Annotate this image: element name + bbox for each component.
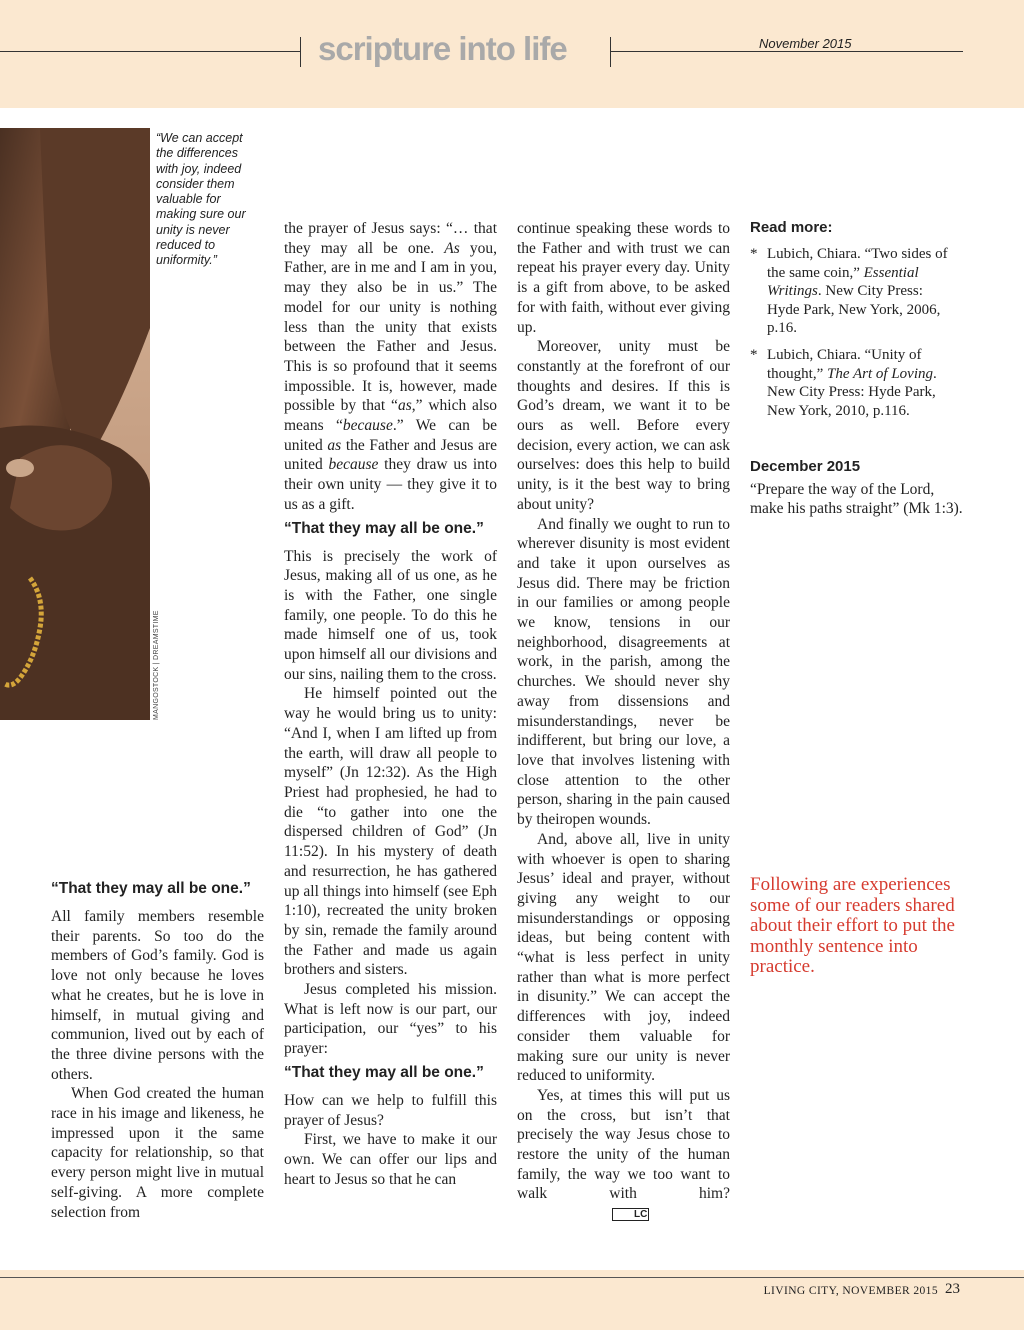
next-month-title: December 2015 [750, 458, 861, 475]
column-1 [51, 875, 264, 1222]
column-2 [284, 219, 497, 1189]
photo-credit: MANGOSTOCK | DREAMSTIME [153, 610, 160, 720]
paragraph: And finally we ought to run to wherever disunity is most evident and take it upon ourselves as Jesus did. There may be friction in our families or among people we know, tensions in our neighborhood, disagreements at work, in the parish, among the churches. We should never shy away from dissensions and misunderstandings, never be indifferent, but bring our love, a love that involves listening with close attention to the other person, sharing in the pain caused by theiropen wounds. [517, 515, 730, 829]
paragraph: Jesus completed his mission. What is left now is our part, our participation, our “yes” to his prayer: [284, 981, 497, 1058]
bullet: * [750, 347, 758, 363]
end-mark-logo: LC [612, 1208, 649, 1221]
paragraph: Yes, at times this will put us on the cross, but isn’t that precisely the way Jesus chose to restore the unity of the human family, the way we too want to walk with him?LC [517, 1086, 730, 1221]
paragraph: He himself pointed out the way he would bring us to unity: “And I, when I am lifted up from the earth, will draw all people to myself” (Jn 12:32). As the High Priest had prophesied, he had to die “to gather into one the dispersed children of God” (Jn 11:52). In his mystery of death and resurrection, he has gathered up all things into himself (see Eph 1:10), recreated the unity broken by sin, remade the family around the Father and made us again brothers and sisters. [284, 685, 497, 979]
issue-date: November 2015 [759, 36, 852, 51]
paragraph: This is precisely the work of Jesus, making all of us one, as he is with the Father, one single family, one people. To do this he made himself one of us, took upon himself all our divisions and our sins, nailing them to the cross. [284, 547, 497, 683]
subheading: “That they may all be one.” [284, 1063, 484, 1081]
publication-footer: LIVING CITY, NOVEMBER 2015 [763, 1285, 938, 1297]
pull-quote: “We can accept the differences with joy, indeed consider them valuable for making sure our unity is never reduced to uniformity.” [156, 131, 246, 268]
header-divider-right [610, 37, 611, 67]
section-title: scripture into life [318, 30, 567, 67]
subheading: “That they may all be one.” [284, 519, 484, 537]
footer-rule [0, 1277, 1024, 1278]
page-number: 23 [945, 1281, 960, 1297]
paragraph: Moreover, unity must be constantly at the forefront of our thoughts and desires. If this is God’s dream, we want it to be ours as well. Before every decision, every action, we can ask ourselves: does this help to build unity, is it the best way to bring about unity? [517, 338, 730, 513]
paragraph: the prayer of Jesus says: “… that they may all be one. As you, Father, are in me and I am in you, may they also be in us.” The model for our unity is nothing less than the unity that exists between the Father and Jesus. This is so profound that it seems impossible. It is, however, made possible by that “as,” which also means “because.” We can be united as the Father and Jesus are united because they draw us into their own unity — they give it to us as a gift. [284, 220, 498, 513]
subheading: “That they may all be one.” [51, 880, 251, 897]
paragraph: How can we help to fulfill this prayer of Jesus? [284, 1091, 497, 1129]
header-rule-left [0, 51, 300, 52]
next-month-sentence: “Prepare the way of the Lord, make his paths straight” (Mk 1:3). [750, 481, 963, 517]
reference-item: * Lubich, Chiara. “Two sides of the same coin,” Essential Writings. New City Press: Hyde Park, New York, 2006, p.16. [750, 246, 948, 336]
read-more-title: Read more: [750, 219, 833, 236]
paragraph: When God created the human race in his image and likeness, he impressed upon it the same capacity for relationship, so that every person might live in mutual self-giving. A more complete selection from [51, 1085, 264, 1221]
paragraph: First, we have to make it our own. We can offer our lips and heart to Jesus so that he can [284, 1131, 497, 1188]
experiences-intro: Following are experiences some of our readers shared about their effort to put the monthly sentence into practice. [750, 874, 955, 977]
footer-band [0, 1270, 1024, 1330]
hands-photo [0, 128, 150, 720]
column-3 [517, 219, 730, 1224]
header-rule-right [610, 51, 963, 52]
header-divider-left [300, 37, 301, 67]
bullet: * [750, 246, 758, 262]
paragraph: And, above all, live in unity with whoever is open to sharing Jesus’ ideal and prayer, without giving any weight to our misunderstandings or opposing ideas, but being content with “what is less perfect in unity rather than what is more perfect in disunity.” We can accept the differences with joy, indeed consider them valuable for making sure our unity is never reduced to uniformity. [517, 830, 730, 1085]
paragraph: continue speaking these words to the Father and with trust we can repeat his prayer every day. Unity is a gift from above, to be asked for with faith, without ever giving up. [517, 220, 730, 336]
paragraph: All family members resemble their parents. So too do the members of God’s family. God is love not only because he loves what he creates, but he is love in himself, in mutual giving and communion, lived out by each of the three divine persons with the others. [51, 908, 264, 1083]
reference-item: * Lubich, Chiara. “Unity of thought,” The Art of Loving. New City Press: Hyde Park, New York, 2010, p.116. [750, 347, 937, 419]
